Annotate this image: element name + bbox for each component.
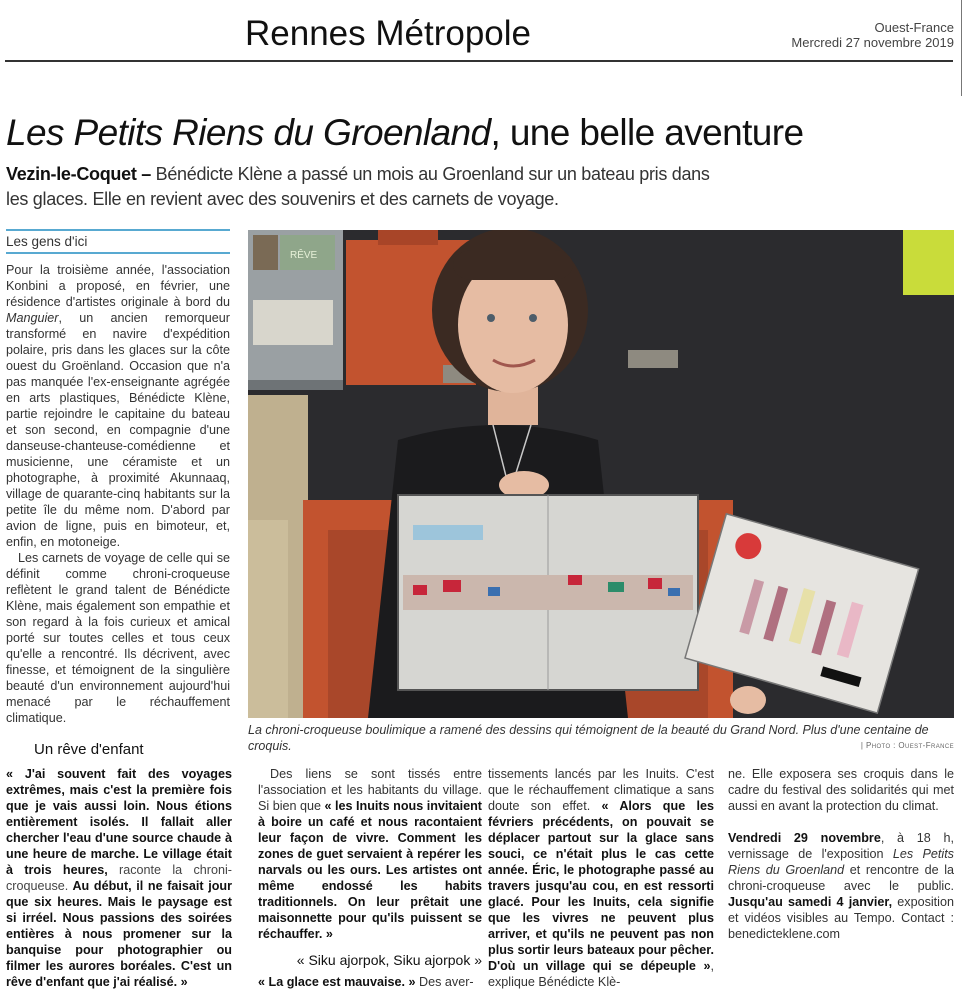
text-run: tissements lancés par les Inuits. C'est que le réchauffement climatique a sans doute son effet.	[488, 767, 714, 813]
column-4	[728, 766, 954, 942]
event-until: Jusqu'au samedi 4 janvier,	[728, 895, 893, 909]
text-run: Des liens se sont tissés entre l'association et les habitants du village. Si bien que	[258, 767, 482, 813]
person-eye-left	[487, 314, 495, 322]
text-run: , à 18 h, vernissage de l'exposition	[728, 831, 954, 861]
paragraph: ne. Elle exposera ses croquis dans le cadre du festival des solidarités qui met aussi en avant la protection du climat.	[728, 767, 954, 813]
headline-rest: , une belle aventure	[490, 112, 804, 153]
newspapers	[253, 300, 333, 345]
subheading: « Siku ajorpok, Siku ajorpok »	[296, 952, 482, 968]
lead-text: Bénédicte Klène a passé un mois au Groenland sur un bateau pris dans les glaces. Elle en revient avec des souvenirs et des carnets de voyage.	[6, 164, 710, 209]
exhibition-title: Les Petits Riens du Groenland	[728, 847, 954, 877]
person-hand-right	[730, 686, 766, 714]
shelf-item	[253, 235, 278, 270]
back-armchair-top	[378, 230, 438, 245]
sketch-house	[668, 588, 680, 596]
green-wall	[903, 230, 954, 295]
event-date: Vendredi 29 novembre	[728, 831, 881, 845]
section-title: Rennes Métropole	[245, 14, 531, 53]
quote: « Alors que les févriers précédents, on pouvait se déplacer partout sur la glace sans souci, ce n'était plus le cas cette année. Éric, le photographe passé au travers jusqu'au cou, en est ressorti glacé. Pour les Inuits, cela signifie que les vivres ne peuvent plus arriver, et qu'ils ne peuvent pas non plus sortir leurs bateaux pour pêcher. D'où un village qui se dépeuple »	[488, 799, 714, 973]
column-2	[258, 766, 482, 990]
sign-text: RÊVE	[290, 250, 318, 261]
rubric-box	[6, 229, 230, 254]
photo-caption: La chroni-croqueuse boulimique a ramené des dessins qui témoignent de la beauté du Grand Nord. Plus d'une centaine de croquis.	[248, 723, 929, 753]
publication-date: Mercredi 27 novembre 2019	[791, 35, 954, 50]
quote: « J'ai souvent fait des voyages extrêmes, mais c'est la première fois que je vais aussi loin. Nous étions entièrement isolés. Il fallait aller chercher l'eau d'une source chaude à une heure de marche. Le village était à trois heures,	[6, 767, 232, 877]
paragraph	[6, 766, 232, 990]
boat-name: Manguier	[6, 311, 59, 325]
page-edge-line	[961, 0, 962, 96]
photo-illustration	[248, 230, 954, 718]
beige-sofa-arm	[248, 520, 288, 718]
column-1-continued	[6, 766, 232, 990]
paragraph	[6, 262, 230, 550]
quote: « La glace est mauvaise. »	[258, 975, 416, 989]
shelf-base	[248, 380, 343, 390]
quote: Au début, il ne faisait jour que six heures. Mais le paysage est si irréel. Nous passions des soirées entières à nous promener sur la banquise pour photographier ou filmer les aurores boréales. C'est un rêve d'enfant que j'ai réalisé. »	[6, 879, 232, 989]
sketch-house	[568, 575, 582, 585]
sketch-house	[648, 578, 662, 589]
event-info	[728, 830, 954, 942]
photo-credit: | Photo : Ouest-France	[860, 741, 954, 750]
text-run: exposition et vidéos visibles au Tempo. Contact : benedicteklene.com	[728, 895, 954, 941]
rubric-label: Les gens d'ici	[6, 234, 88, 249]
quote: « les Inuits nous invitaient à boire un café et nous racontaient leur façon de vivre. Comment les zones de guet servaient à repérer les narvals ou les ours. Les artistes ont même endossé les habits traditionnels. On leur prêtait une maisonnette pour qu'ils puissent se réchauffer. »	[258, 799, 482, 941]
masthead	[791, 20, 954, 50]
sketch-house	[443, 580, 461, 592]
subheading: Un rêve d'enfant	[34, 741, 144, 758]
person-fringe	[453, 250, 573, 280]
headline-italic: Les Petits Riens du Groenland	[6, 112, 491, 153]
paragraph: Les carnets de voyage de celle qui se définit comme chroni-croqueuse reflètent le grand talent de Bénédicte Klène, mais également son empathie et son regard à la fois curieux et amical porté sur toutes celles et tous ceux qu'elle a rencontré. Ils décrivent, avec finesse, et témoignent de la singulière beauté d'un environnement aujourd'hui menacé par le réchauffement climatique.	[6, 551, 230, 725]
text-run: et rencontre de la chroni-croqueuse avec le public.	[728, 863, 954, 893]
sketch-house	[413, 585, 427, 595]
paragraph	[258, 974, 482, 990]
text-run: , un ancien remorqueur transformé en navire d'expédition polaire, pris dans les glaces sur la côte ouest du Groënland. Occasion que n'a pas manquée l'ex-enseignante agrégée en arts plastiques, Bénédicte Klène, partie rejoindre le capitaine du bateau et son second, en compagnie d'une danseuse-chanteuse-comédienne et musicienne, une céramiste et un photographe, à proximité Akunnaaq, village de quarante-cinq habitants sur la petite île du même nom. D'abord par avion de ligne, puis en bimoteur, et, enfin, en motoneige.	[6, 311, 230, 549]
paragraph	[258, 766, 482, 942]
text-run: Pour la troisième année, l'association Konbini a proposé, en février, une résidence d'artistes originale à bord du	[6, 263, 230, 309]
sketch-sky	[413, 525, 483, 540]
column-1	[6, 262, 230, 726]
paragraph	[488, 766, 714, 990]
sketch-house	[488, 587, 500, 596]
sketch-house	[608, 582, 624, 592]
headline	[6, 112, 803, 154]
article-photo	[248, 230, 954, 718]
lead-paragraph	[6, 162, 726, 212]
attribution: raconte la chroni-croqueuse.	[6, 863, 232, 893]
rubric-rule-bottom	[6, 252, 230, 254]
publication-name: Ouest-France	[874, 20, 954, 35]
column-3	[488, 766, 714, 990]
person-eye-right	[529, 314, 537, 322]
lead-location: Vezin-le-Coquet –	[6, 164, 151, 184]
floor-tile	[628, 350, 678, 368]
header-rule	[5, 60, 953, 62]
text-run: , explique Bénédicte Klè-	[488, 959, 714, 989]
text-run: Des aver-	[415, 975, 474, 989]
